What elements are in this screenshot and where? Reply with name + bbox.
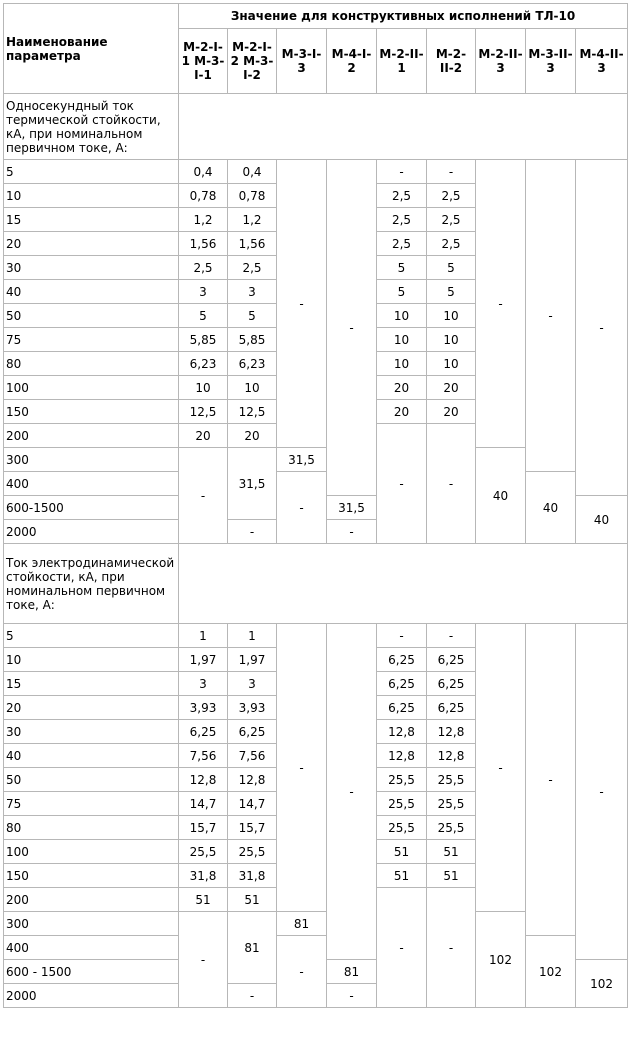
value-cell: 6,25 (228, 720, 277, 744)
value-cell: 25,5 (427, 768, 476, 792)
table-row (4, 160, 628, 184)
value-cell: 2,5 (427, 208, 476, 232)
value-cell: - (277, 936, 327, 1008)
value-cell: 20 (427, 400, 476, 424)
row-name: 15 (4, 672, 179, 696)
value-cell: - (277, 624, 327, 912)
value-cell: 51 (427, 840, 476, 864)
value-cell: 25,5 (179, 840, 228, 864)
section-title-spacer (179, 544, 628, 624)
value-cell: 51 (427, 864, 476, 888)
row-name: 600 - 1500 (4, 960, 179, 984)
row-name: 400 (4, 472, 179, 496)
value-cell: 5 (427, 256, 476, 280)
value-cell: 0,4 (179, 160, 228, 184)
value-cell: 5 (179, 304, 228, 328)
value-cell: 0,78 (179, 184, 228, 208)
column-header: М-4-I-2 (327, 29, 377, 94)
value-cell: 20 (377, 400, 427, 424)
row-name: 80 (4, 816, 179, 840)
value-cell: 6,25 (377, 648, 427, 672)
value-cell: 81 (277, 912, 327, 936)
table-row (4, 936, 628, 960)
value-cell: 1,56 (228, 232, 277, 256)
section-title: Односекундный ток термической стойкости, кА, при номинальном первичном токе, А: (4, 94, 179, 160)
row-name: 15 (4, 208, 179, 232)
value-cell: 2,5 (427, 184, 476, 208)
section-title-row (4, 94, 628, 160)
value-cell: 10 (377, 328, 427, 352)
value-cell: 6,23 (228, 352, 277, 376)
value-cell: 102 (576, 960, 628, 1008)
row-name: 75 (4, 792, 179, 816)
row-name: 50 (4, 768, 179, 792)
value-cell: 15,7 (228, 816, 277, 840)
row-name: 5 (4, 624, 179, 648)
value-cell: 102 (476, 912, 526, 1008)
row-name: 200 (4, 888, 179, 912)
table-body (4, 94, 628, 1008)
value-cell: 0,78 (228, 184, 277, 208)
value-cell: 20 (179, 424, 228, 448)
value-cell: - (377, 624, 427, 648)
value-cell: 3,93 (228, 696, 277, 720)
value-cell: 1,2 (179, 208, 228, 232)
value-cell: 102 (526, 936, 576, 1008)
value-cell: 7,56 (179, 744, 228, 768)
value-cell: 12,8 (377, 720, 427, 744)
row-name: 600-1500 (4, 496, 179, 520)
value-cell: 31,5 (327, 496, 377, 520)
value-cell: - (526, 160, 576, 472)
row-name: 300 (4, 448, 179, 472)
column-header: М-3-I-3 (277, 29, 327, 94)
value-cell: 10 (179, 376, 228, 400)
row-name: 300 (4, 912, 179, 936)
value-cell: 51 (228, 888, 277, 912)
value-cell: 1 (179, 624, 228, 648)
table-row (4, 624, 628, 648)
row-name: 100 (4, 840, 179, 864)
value-cell: 5 (377, 280, 427, 304)
row-name: 40 (4, 744, 179, 768)
value-cell: 2,5 (427, 232, 476, 256)
row-name: 30 (4, 256, 179, 280)
value-cell: 2,5 (228, 256, 277, 280)
value-cell: 14,7 (228, 792, 277, 816)
value-cell: - (377, 888, 427, 1008)
value-cell: - (277, 160, 327, 448)
value-cell: 40 (576, 496, 628, 544)
value-cell: 6,25 (427, 696, 476, 720)
value-cell: - (476, 624, 526, 912)
value-cell: - (228, 520, 277, 544)
value-cell: 6,25 (377, 672, 427, 696)
value-cell: 1 (228, 624, 277, 648)
row-name: 400 (4, 936, 179, 960)
value-cell: 3 (228, 672, 277, 696)
row-name: 10 (4, 648, 179, 672)
value-cell: 1,97 (228, 648, 277, 672)
row-name: 100 (4, 376, 179, 400)
value-cell: - (427, 424, 476, 544)
value-cell: 12,8 (228, 768, 277, 792)
value-cell: - (427, 624, 476, 648)
value-cell: 10 (377, 352, 427, 376)
row-name: 2000 (4, 520, 179, 544)
value-cell: 10 (427, 328, 476, 352)
value-cell: 51 (377, 840, 427, 864)
value-cell: 6,25 (427, 672, 476, 696)
value-cell: 10 (427, 304, 476, 328)
value-cell: 25,5 (228, 840, 277, 864)
design-group-header: Значение для конструктивных исполнений ТЛ-10 (179, 4, 628, 29)
value-cell: 12,8 (427, 744, 476, 768)
value-cell: 81 (327, 960, 377, 984)
row-name: 50 (4, 304, 179, 328)
section-title: Ток электродинамической стойкости, кА, при номинальном первичном токе, А: (4, 544, 179, 624)
value-cell: 25,5 (377, 768, 427, 792)
value-cell: 10 (377, 304, 427, 328)
value-cell: 1,56 (179, 232, 228, 256)
value-cell: - (327, 520, 377, 544)
value-cell: 25,5 (427, 792, 476, 816)
value-cell: - (576, 160, 628, 496)
column-header: М-2-II-3 (476, 29, 526, 94)
value-cell: 12,5 (228, 400, 277, 424)
value-cell: 2,5 (179, 256, 228, 280)
value-cell: 20 (228, 424, 277, 448)
row-name: 75 (4, 328, 179, 352)
value-cell: 12,8 (179, 768, 228, 792)
row-name: 20 (4, 232, 179, 256)
value-cell: - (327, 984, 377, 1008)
value-cell: - (427, 888, 476, 1008)
value-cell: - (427, 160, 476, 184)
value-cell: 3 (228, 280, 277, 304)
row-name: 20 (4, 696, 179, 720)
value-cell: 3,93 (179, 696, 228, 720)
value-cell: - (526, 624, 576, 936)
value-cell: 12,5 (179, 400, 228, 424)
value-cell: 25,5 (427, 816, 476, 840)
row-name: 200 (4, 424, 179, 448)
value-cell: 51 (377, 864, 427, 888)
value-cell: 81 (228, 912, 277, 984)
value-cell: - (576, 624, 628, 960)
column-header: М-4-II-3 (576, 29, 628, 94)
value-cell: 2,5 (377, 208, 427, 232)
row-name: 2000 (4, 984, 179, 1008)
row-name: 150 (4, 400, 179, 424)
value-cell: 40 (476, 448, 526, 544)
value-cell: 31,5 (228, 448, 277, 520)
row-name: 150 (4, 864, 179, 888)
row-name: 30 (4, 720, 179, 744)
header-row-group (4, 4, 628, 29)
row-name: 80 (4, 352, 179, 376)
value-cell: 15,7 (179, 816, 228, 840)
value-cell: - (179, 448, 228, 544)
value-cell: - (277, 472, 327, 544)
value-cell: 31,5 (277, 448, 327, 472)
value-cell: 51 (179, 888, 228, 912)
value-cell: - (179, 912, 228, 1008)
value-cell: 5,85 (179, 328, 228, 352)
value-cell: 5 (228, 304, 277, 328)
value-cell: 5 (427, 280, 476, 304)
column-header: М-2-II-2 (427, 29, 476, 94)
value-cell: 3 (179, 672, 228, 696)
value-cell: 25,5 (377, 792, 427, 816)
table-row (4, 472, 628, 496)
row-name: 5 (4, 160, 179, 184)
column-header: М-2-I-1 М-3-I-1 (179, 29, 228, 94)
value-cell: - (327, 160, 377, 496)
value-cell: - (377, 160, 427, 184)
row-name: 10 (4, 184, 179, 208)
value-cell: 7,56 (228, 744, 277, 768)
value-cell: - (377, 424, 427, 544)
column-header: М-3-II-3 (526, 29, 576, 94)
value-cell: - (228, 984, 277, 1008)
value-cell: 10 (228, 376, 277, 400)
value-cell: 5 (377, 256, 427, 280)
value-cell: 2,5 (377, 232, 427, 256)
value-cell: 20 (377, 376, 427, 400)
value-cell: 25,5 (377, 816, 427, 840)
value-cell: 20 (427, 376, 476, 400)
parameters-table (3, 3, 628, 1008)
value-cell: - (327, 624, 377, 960)
value-cell: 40 (526, 472, 576, 544)
param-column-header: Наименование параметра (4, 4, 179, 94)
value-cell: 3 (179, 280, 228, 304)
value-cell: 1,97 (179, 648, 228, 672)
value-cell: 6,25 (377, 696, 427, 720)
value-cell: 0,4 (228, 160, 277, 184)
value-cell: 10 (427, 352, 476, 376)
value-cell: 6,25 (427, 648, 476, 672)
value-cell: 5,85 (228, 328, 277, 352)
value-cell: 31,8 (179, 864, 228, 888)
value-cell: 2,5 (377, 184, 427, 208)
value-cell: - (476, 160, 526, 448)
value-cell: 31,8 (228, 864, 277, 888)
value-cell: 12,8 (377, 744, 427, 768)
column-header: М-2-II-1 (377, 29, 427, 94)
value-cell: 12,8 (427, 720, 476, 744)
section-title-spacer (179, 94, 628, 160)
value-cell: 14,7 (179, 792, 228, 816)
value-cell: 6,25 (179, 720, 228, 744)
section-title-row (4, 544, 628, 624)
row-name: 40 (4, 280, 179, 304)
value-cell: 6,23 (179, 352, 228, 376)
column-header: М-2-I-2 М-3-I-2 (228, 29, 277, 94)
value-cell: 1,2 (228, 208, 277, 232)
